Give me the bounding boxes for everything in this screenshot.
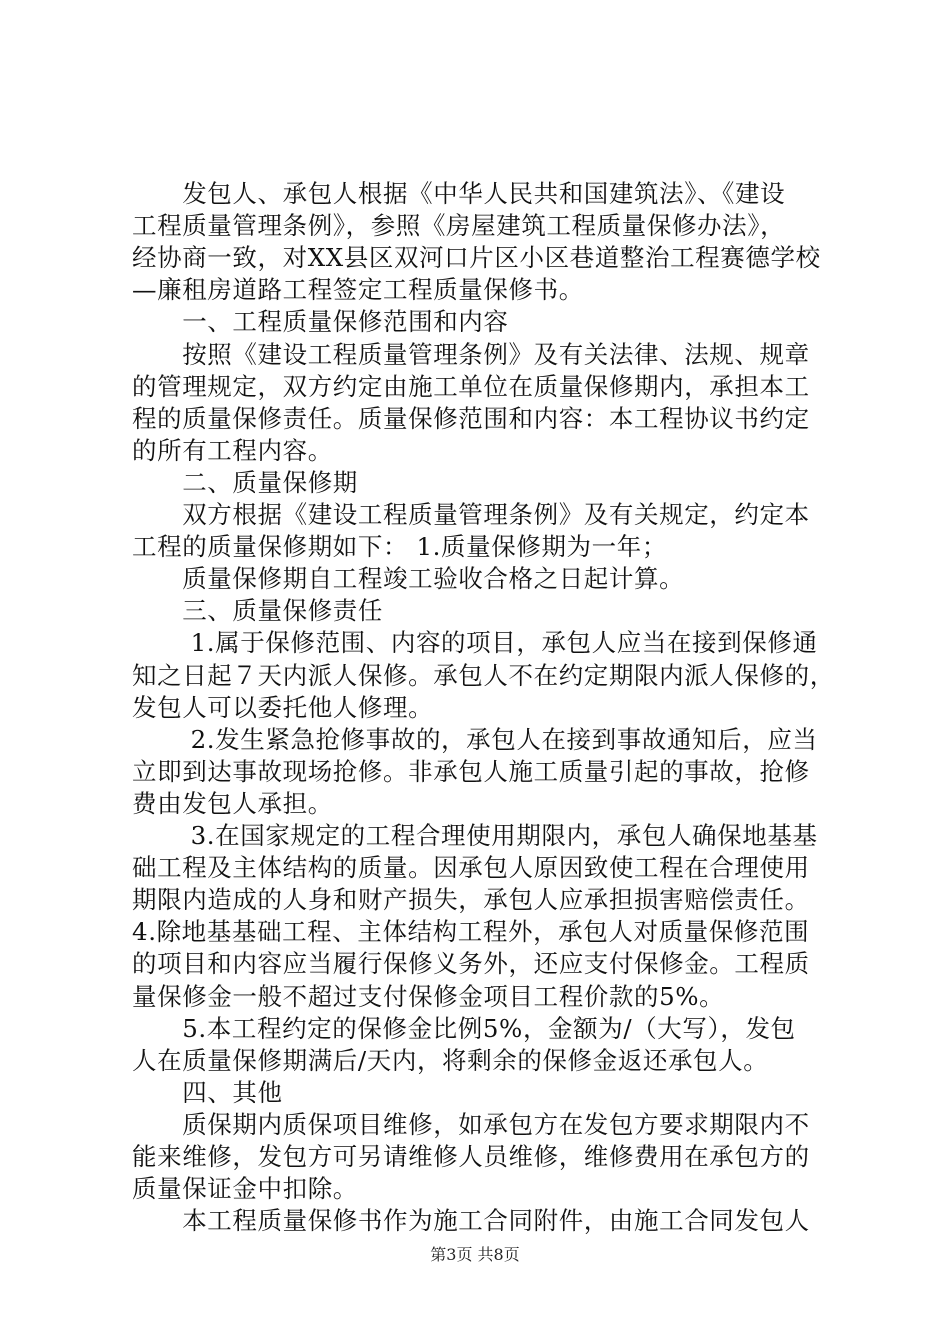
section-heading: 二、质量保修期 [132,468,358,497]
text-line: 工程的质量保修期如下： 1.质量保修期为一年； [132,532,667,561]
text-line: 质量保修期自工程竣工验收合格之日起计算。 [132,564,685,593]
text-line: 2.发生紧急抢修事故的，承包人在接到事故通知后，应当 [132,725,818,754]
text-line: 发包人可以委托他人修理。 [132,693,434,722]
text-line: 的管理规定，双方约定由施工单位在质量保修期内，承担本工 [132,372,810,401]
section-heading: 四、其他 [132,1078,283,1107]
text-line: 的所有工程内容。 [132,436,333,465]
text-line: 按照《建设工程质量管理条例》及有关法律、法规、规章 [132,340,810,369]
text-line: 质保期内质保项目维修，如承包方在发包方要求期限内不 [132,1110,810,1139]
text-line: 人在质量保修期满后/天内，将剩余的保修金返还承包人。 [132,1046,769,1075]
text-line: 程的质量保修责任。质量保修范围和内容：本工程协议书约定 [132,404,810,433]
text-line: 本工程质量保修书作为施工合同附件，由施工合同发包人 [132,1206,810,1235]
text-line: 础工程及主体结构的质量。因承包人原因致使工程在合理使用 [132,853,810,882]
text-line: 1.属于保修范围、内容的项目，承包人应当在接到保修通 [132,628,818,657]
text-line: 的项目和内容应当履行保修义务外，还应支付保修金。工程质 [132,949,810,978]
text-line: 5.本工程约定的保修金比例5%，金额为/（大写），发包 [132,1014,796,1043]
text-line: 费由发包人承担。 [132,789,333,818]
text-line: 经协商一致，对XX县区双河口片区小区巷道整治工程赛德学校 [132,243,821,272]
text-line: 立即到达事故现场抢修。非承包人施工质量引起的事故，抢修 [132,757,810,786]
text-line: 工程质量管理条例》，参照《房屋建筑工程质量保修办法》， [132,211,786,240]
text-line: 期限内造成的人身和财产损失，承包人应承担损害赔偿责任。 [132,885,810,914]
text-line: 发包人、承包人根据《中华人民共和国建筑法》、《建设 [132,179,786,208]
text-line: 知之日起７天内派人保修。承包人不在约定期限内派人保修的， [132,661,835,690]
text-line: 能来维修，发包方可另请维修人员维修，维修费用在承包方的 [132,1142,810,1171]
text-line: 双方根据《建设工程质量管理条例》及有关规定，约定本 [132,500,810,529]
section-heading: 三、质量保修责任 [132,596,383,625]
page-footer: 第3页 共8页 [430,1245,520,1264]
text-line: 量保修金一般不超过支付保修金项目工程价款的5%。 [132,982,725,1011]
text-line: 3.在国家规定的工程合理使用期限内，承包人确保地基基 [132,821,818,850]
section-heading: 一、工程质量保修范围和内容 [132,307,509,336]
text-line: 4.除地基基础工程、主体结构工程外，承包人对质量保修范围 [132,917,810,946]
text-line: —廉租房道路工程签定工程质量保修书。 [132,275,584,304]
text-line: 质量保证金中扣除。 [132,1174,358,1203]
